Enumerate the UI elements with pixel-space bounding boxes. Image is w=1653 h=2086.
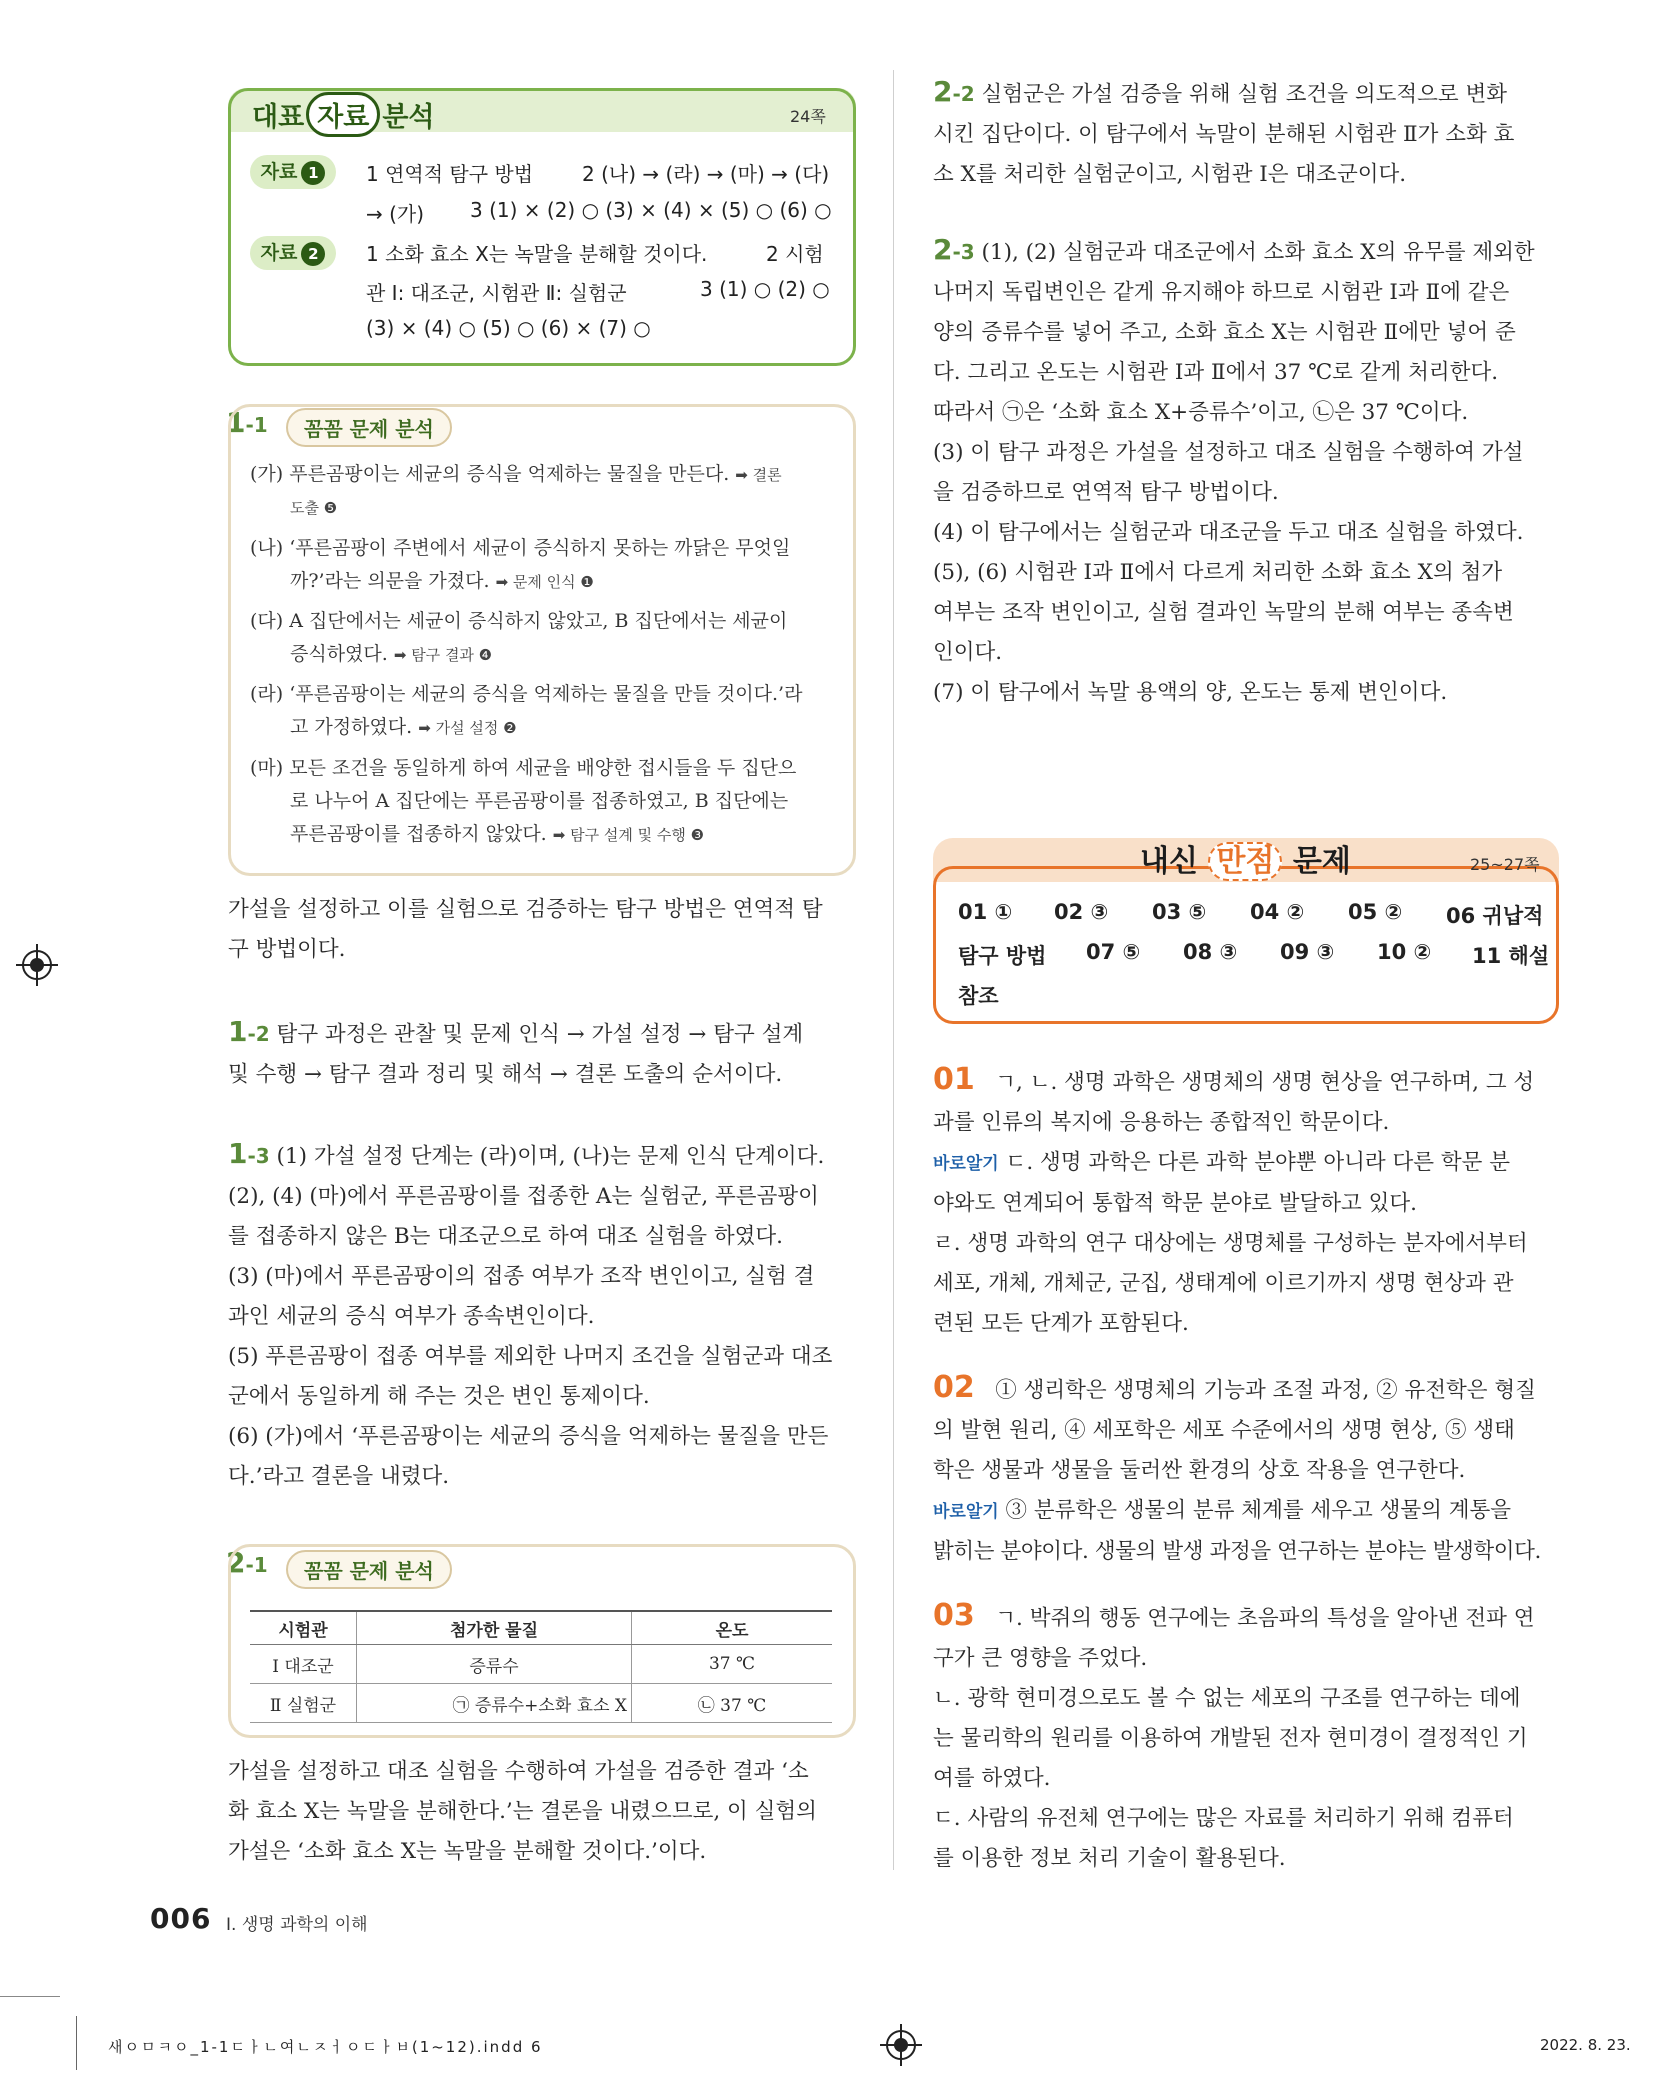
- table-row: [250, 1645, 832, 1684]
- q2-3-number: 2-3: [933, 233, 975, 266]
- data2-badge: [250, 236, 336, 270]
- table-cell: 증류수: [357, 1645, 632, 1684]
- naesin-answer: 08 ③: [1183, 940, 1238, 964]
- table-row: [250, 1684, 832, 1723]
- a01-number: 01: [933, 1062, 975, 1097]
- print-slug-filename: 새ㅇㅁㅋㅇ_1-1ㄷㅏㄴ여ㄴㅈㅓㅇㄷㅏㅂ(1~12).indd 6: [108, 2038, 543, 2056]
- crop-mark-vertical: [76, 2016, 77, 2070]
- q1-3-explanation: 1-3 (1) 가설 설정 단계는 (라)이며, (나)는 문제 인식 단계이다. (2), (4) (마)에서 푸른곰팡이를 접종한 A는 실험군, 푸른곰팡이 를 접종하지 않은 B는 대조군으로 하여 대조 실험을 하였다. (3) (마)에서 푸른곰팡이의 접종 여부가 조작 변인이고, 실험 결 과인 세균의 증식 여부가 종속변인이다. (5) 푸른곰팡이 접종 여부를 제외한 나머지 조건을 실험군과 대조 군에서 동일하게 해 주는 것은 변인 통제이다. (6) (가)에서 ‘푸른곰팡이는 세균의 증식을 억제하는 물질을 만든 다.’라고 결론을 내렸다.: [228, 1137, 833, 1489]
- table-header-row: [250, 1611, 832, 1645]
- column-divider: [893, 70, 894, 1870]
- naesin-answer: 01 ①: [958, 900, 1013, 924]
- table-cell: ㉡ 37 ℃: [632, 1684, 833, 1723]
- naesin-answer: 탐구 방법: [958, 944, 1047, 968]
- naesin-answer: 06 귀납적: [1446, 904, 1544, 928]
- table-header: 첨가한 물질: [357, 1611, 632, 1645]
- naesin-answer: 05 ②: [1348, 900, 1403, 924]
- title-circle-word: 자료: [306, 92, 380, 137]
- naesin-page-ref: 25~27쪽: [1470, 855, 1540, 874]
- data2-badge-label: 자료: [260, 242, 298, 264]
- registration-mark-center-icon: [30, 958, 44, 972]
- data2-answer-3-cont: (3) × (4) ○ (5) ○ (6) × (7) ○: [366, 316, 651, 340]
- test-tube-table: [250, 1610, 832, 1723]
- table-header: 온도: [632, 1611, 833, 1645]
- representative-title: [252, 92, 435, 137]
- table-cell: 37 ℃: [632, 1645, 833, 1684]
- data2-badge-number: 2: [301, 242, 325, 266]
- naesin-answer: 11 해설: [1472, 944, 1550, 968]
- naesin-answer: 07 ⑤: [1086, 940, 1141, 964]
- q2-2-explanation: 2-2 실험군은 가설 검증을 위해 실험 조건을 의도적으로 변화 시킨 집단이다. 이 탐구에서 녹말이 분해된 시험관 Ⅱ가 소화 효 소 X를 처리한 실험군이고, 시험관 Ⅰ은 대조군이다.: [933, 75, 1515, 187]
- data2-answer-3: 3 (1) ○ (2) ○: [700, 277, 830, 301]
- q1-2-number: 1-2: [228, 1015, 270, 1048]
- registration-mark-center-icon: [894, 2038, 908, 2052]
- table-cell: Ⅰ 대조군: [250, 1645, 357, 1684]
- naesin-answer: 10 ②: [1377, 940, 1432, 964]
- a03-number: 03: [933, 1598, 975, 1633]
- q1-3-number: 1-3: [228, 1137, 270, 1170]
- q2-1-number: 2-1: [226, 1546, 268, 1579]
- representative-page-ref: 24쪽: [790, 107, 826, 126]
- naesin-title: 내신 만점 문제: [1140, 844, 1351, 879]
- q2-2-number: 2-2: [933, 75, 975, 108]
- naesin-answer: 04 ②: [1250, 900, 1305, 924]
- data2-answer-1: 1 소화 효소 X는 녹말을 분해할 것이다.: [366, 242, 708, 266]
- naesin-answer: 03 ⑤: [1152, 900, 1207, 924]
- data2-answer-2-cont: 관 Ⅰ: 대조군, 시험관 Ⅱ: 실험군: [366, 281, 627, 305]
- correction-tag: 바로알기: [933, 1502, 999, 1522]
- q1-1-number: 1-1: [226, 406, 268, 439]
- table-cell: ㉠ 증류수+소화 효소 X: [357, 1684, 632, 1723]
- q2-3-explanation: 2-3 (1), (2) 실험군과 대조군에서 소화 효소 X의 유무를 제외한 나머지 독립변인은 같게 유지해야 하므로 시험관 Ⅰ과 Ⅱ에 같은 양의 증류수를 넣어 주고, 소화 효소 X는 시험관 Ⅱ에만 넣어 준 다. 그리고 온도는 시험관 Ⅰ과 Ⅱ에서 37 ℃로 같게 처리한다. 따라서 ㉠은 ‘소화 효소 X+증류수’이고, ㉡은 37 ℃이다. (3) 이 탐구 과정은 가설을 설정하고 대조 실험을 수행하여 가설 을 검증하므로 연역적 탐구 방법이다. (4) 이 탐구에서는 실험군과 대조군을 두고 대조 실험을 하였다. (5), (6) 시험관 Ⅰ과 Ⅱ에서 다르게 처리한 소화 효소 X의 첨가 여부는 조작 변인이고, 실험 결과인 녹말의 분해 여부는 종속변 인이다. (7) 이 탐구에서 녹말 용액의 양, 온도는 통제 변인이다.: [933, 233, 1535, 705]
- correction-tag: 바로알기: [933, 1154, 999, 1174]
- q1-1-label: 꼼꼼 문제 분석: [286, 408, 452, 447]
- table-cell: Ⅱ 실험군: [250, 1684, 357, 1723]
- table-header: 시험관: [250, 1611, 357, 1645]
- naesin-answer: 02 ③: [1054, 900, 1109, 924]
- q1-2-explanation: 1-2 탐구 과정은 관찰 및 문제 인식 → 가설 설정 → 탐구 설계 및 수행 → 탐구 결과 정리 및 해석 → 결론 도출의 순서이다.: [228, 1015, 804, 1087]
- data1-badge-label: 자료: [260, 161, 298, 183]
- data1-badge-number: 1: [301, 161, 325, 185]
- section-title: Ⅰ. 생명 과학의 이해: [226, 1915, 368, 1935]
- data1-answer-3: 3 (1) × (2) ○ (3) × (4) × (5) ○ (6) ○: [470, 198, 832, 222]
- a03-explanation: 03 ㄱ. 박쥐의 행동 연구에는 초음파의 특성을 알아낸 전파 연 구가 큰 영향을 주었다. ㄴ. 광학 현미경으로도 볼 수 없는 세포의 구조를 연구하는 데에 는 물리학의 원리를 이용하여 개발된 전자 현미경이 결정적인 기 여를 하였다. ㄷ. 사람의 유전체 연구에는 많은 자료를 처리하기 위해 컴퓨터 를 이용한 정보 처리 기술이 활용된다.: [933, 1598, 1535, 1871]
- title-prefix: 대표: [252, 102, 305, 133]
- q1-1-item-ra: (라) ‘푸른곰팡이는 세균의 증식을 억제하는 물질을 만들 것이다.’라 고 가정하였다. ➡ 가설 설정 ❷: [250, 683, 803, 738]
- data1-answer-1: 1 연역적 탐구 방법: [366, 162, 534, 186]
- q2-1-explanation: 가설을 설정하고 대조 실험을 수행하여 가설을 검증한 결과 ‘소 화 효소 X는 녹말을 분해한다.’는 결론을 내렸으므로, 이 실험의 가설은 ‘소화 효소 X는 녹말을 분해할 것이다.’이다.: [228, 1759, 817, 1864]
- q1-1-item-ma: (마) 모든 조건을 동일하게 하여 세균을 배양한 접시들을 두 집단으 로 나누어 A 집단에는 푸른곰팡이를 접종하였고, B 집단에는 푸른곰팡이를 접종하지 않았다. ➡ 탐구 설계 및 수행 ❸: [250, 757, 797, 845]
- a02-explanation: 02 ① 생리학은 생명체의 기능과 조절 과정, ② 유전학은 형질 의 발현 원리, ④ 세포학은 세포 수준에서의 생명 현상, ⑤ 생태 학은 생물과 생물을 둘러싼 환경의 상호 작용을 연구한다. 바로알기 ③ 분류학은 생물의 분류 체계를 세우고 생물의 계통을 밝히는 분야이다. 생물의 발생 과정을 연구하는 분야는 발생학이다.: [933, 1370, 1541, 1564]
- crop-mark-line: [0, 1996, 60, 1997]
- data1-answer-2: 2 (나) → (라) → (마) → (다): [582, 162, 830, 186]
- q1-1-item-da: (다) A 집단에서는 세균이 증식하지 않았고, B 집단에서는 세균이 증식하였다. ➡ 탐구 결과 ❹: [250, 610, 788, 665]
- data1-badge: [250, 155, 336, 189]
- a01-explanation: 01 ㄱ, ㄴ. 생명 과학은 생명체의 생명 현상을 연구하며, 그 성 과를 인류의 복지에 응용하는 종합적인 학문이다. 바로알기 ㄷ. 생명 과학은 다른 과학 분야뿐 아니라 다른 학문 분 야와도 연계되어 통합적 학문 분야로 발달하고 있다. ㄹ. 생명 과학의 연구 대상에는 생명체를 구성하는 분자에서부터 세포, 개체, 개체군, 군집, 생태계에 이르기까지 생명 현상과 관 련된 모든 단계가 포함된다.: [933, 1062, 1535, 1336]
- data2-answer-2: 2 시험: [766, 242, 824, 266]
- page-number: 006: [150, 1902, 212, 1935]
- q2-1-label: 꼼꼼 문제 분석: [286, 1550, 452, 1589]
- q1-1-explanation: 가설을 설정하고 이를 실험으로 검증하는 탐구 방법은 연역적 탐 구 방법이다.: [228, 897, 823, 962]
- naesin-answer: 참조: [958, 984, 999, 1008]
- print-slug-date: 2022. 8. 23.: [1540, 2036, 1631, 2054]
- naesin-answer: 09 ③: [1280, 940, 1335, 964]
- title-suffix: 분석: [382, 102, 435, 133]
- q1-1-item-ga: (가) 푸른곰팡이는 세균의 증식을 억제하는 물질을 만든다. ➡ 결론 도출 ❺: [250, 463, 782, 517]
- a02-number: 02: [933, 1370, 975, 1405]
- data1-answer-2-cont: → (가): [366, 202, 425, 226]
- q1-1-item-na: (나) ‘푸른곰팡이 주변에서 세균이 증식하지 못하는 까닭은 무엇일 까?’라는 의문을 가졌다. ➡ 문제 인식 ❶: [250, 537, 791, 592]
